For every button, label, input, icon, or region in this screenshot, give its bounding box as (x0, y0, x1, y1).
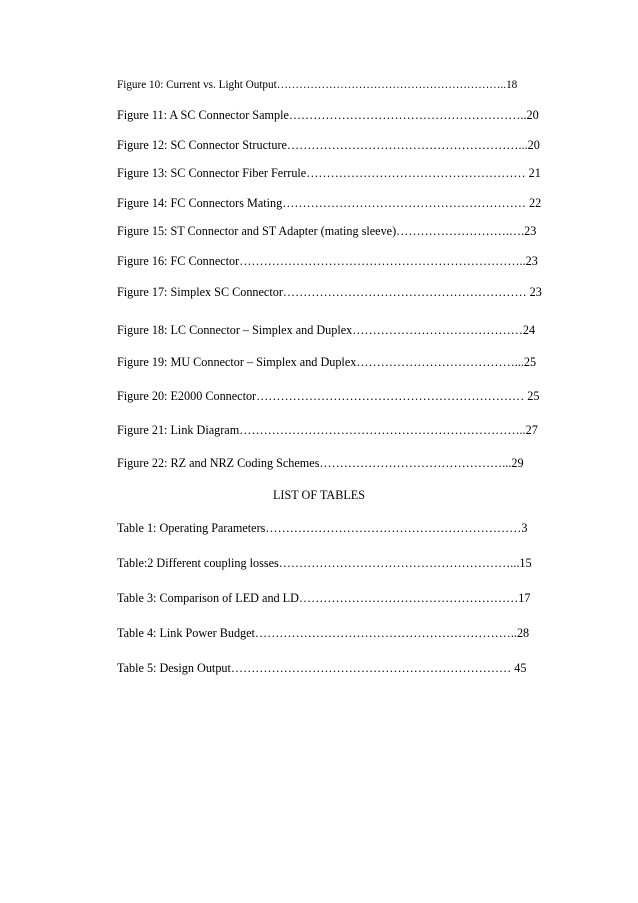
table-entry-4: Table 4: Link Power Budget………………………………………………………..28 (117, 626, 530, 640)
figure-entry-20: Figure 20: E2000 Connector………………………………………………………… 25 (117, 389, 540, 403)
figure-entry-14: Figure 14: FC Connectors Mating…………………………………………………… 22 (117, 196, 542, 210)
table-entry-1: Table 1: Operating Parameters………………………………………………………3 (117, 521, 528, 535)
figure-entry-21: Figure 21: Link Diagram……………………………………………………………..27 (117, 423, 538, 437)
figure-entry-12: Figure 12: SC Connector Structure…………………………………………………...20 (117, 138, 540, 152)
figure-entry-10: Figure 10: Current vs. Light Output……………………………………………………..18 (117, 79, 518, 91)
table-entry-2: Table:2 Different coupling losses…………………………………………………...15 (117, 556, 532, 570)
figure-entry-17: Figure 17: Simplex SC Connector…………………………………………………… 23 (117, 285, 542, 299)
figure-entry-11: Figure 11: A SC Connector Sample…………………………………………………..20 (117, 108, 539, 122)
figure-entry-13: Figure 13: SC Connector Fiber Ferrule……………………………………………… 21 (117, 166, 541, 180)
figure-entry-18: Figure 18: LC Connector – Simplex and Duplex……………………………………24 (117, 323, 536, 337)
figure-entry-16: Figure 16: FC Connector……………………………………………………………..23 (117, 254, 538, 268)
table-entry-5: Table 5: Design Output…………………………………………………………… 45 (117, 661, 527, 675)
figure-entry-15: Figure 15: ST Connector and ST Adapter (mating sleeve)……………………….….23 (117, 224, 537, 238)
figure-entry-19: Figure 19: MU Connector – Simplex and Duplex…………………………………...25 (117, 355, 537, 369)
list-of-tables-heading: LIST OF TABLES (272, 488, 366, 502)
figure-entry-22: Figure 22: RZ and NRZ Coding Schemes………………………………………...29 (117, 456, 524, 470)
table-entry-3: Table 3: Comparison of LED and LD………………………………………………17 (117, 591, 531, 605)
